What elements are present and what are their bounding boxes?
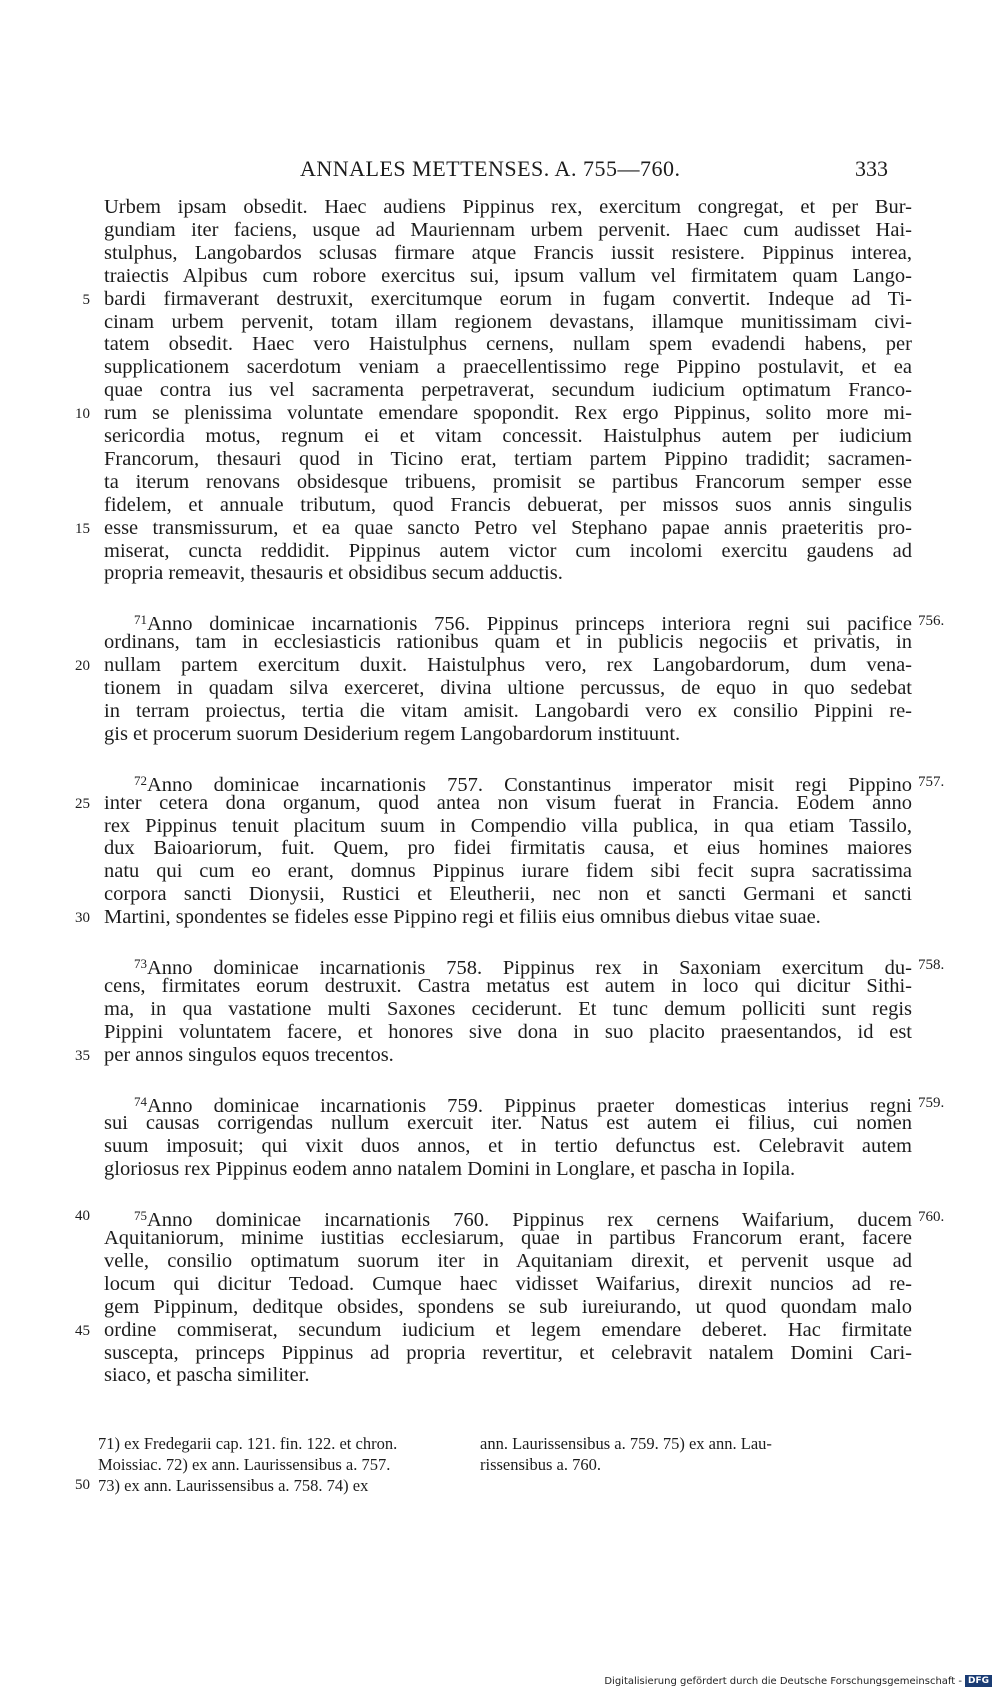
body-line bbox=[104, 1135, 912, 1158]
body-line bbox=[104, 242, 912, 265]
line-text: quae contra ius vel sacramenta perpetraverat, secundum iudicium optimatum Franco- bbox=[104, 379, 912, 402]
line-text: gundiam iter faciens, usque ad Mauriennam urbem pervenit. Haec cum audisset Hai- bbox=[104, 218, 912, 241]
body-line bbox=[104, 975, 912, 998]
line-text: tatem obsedit. Haec vero Haistulphus cernens, nullam spem evadendi habens, per bbox=[104, 333, 912, 356]
line-text: velle, consilio optimatum suorum iter in Aquitaniam direxit, et pervenit usque ad bbox=[104, 1249, 912, 1272]
footnote-marker: 71 bbox=[134, 612, 147, 628]
line-number: 45 bbox=[75, 1322, 90, 1339]
body-line bbox=[104, 700, 912, 723]
line-text: in terram proiectus, tertia die vitam amisit. Langobardi vero ex consilio Pippini re- bbox=[104, 699, 912, 722]
line-text: rum se plenissima voluntate emendare spopondit. Rex ergo Pippinus, solito more mi- bbox=[104, 402, 912, 425]
body-line bbox=[104, 1342, 912, 1365]
body-line bbox=[104, 196, 912, 219]
line-text: Aquitaniorum, minime iustitias ecclesiarum, quae in partibus Francorum erant, facere bbox=[104, 1227, 912, 1249]
line-text: Pippini voluntatem facere, et honores sive dona in suo placito praesentandos, id est bbox=[104, 1020, 912, 1043]
line-text: sui causas corrigendas nullum exercuit iter. Natus est autem ei filius, cui nomen bbox=[104, 1112, 912, 1135]
body-line bbox=[104, 1021, 912, 1044]
line-text: propria remeavit, thesauris et obsidibus secum adductis. bbox=[104, 562, 563, 585]
line-number: 20 bbox=[75, 658, 90, 675]
line-text: miserat, cuncta reddidit. Pippinus autem victor cum incolomi exercitu gaudens ad bbox=[104, 539, 912, 562]
dfg-logo: DFG bbox=[965, 1675, 992, 1687]
line-text: nullam partem exercitum duxit. Haistulphus vero, rex Langobardorum, dum vena- bbox=[104, 654, 912, 677]
footnote-line: rissensibus a. 760. bbox=[480, 1455, 601, 1474]
line-number: 30 bbox=[75, 910, 90, 927]
footnote-marker: 75 bbox=[134, 1208, 147, 1224]
body-line bbox=[104, 677, 912, 700]
line-text: gem Pippinum, deditque obsides, spondens se sub iureiurando, ut quod quondam malo bbox=[104, 1295, 912, 1318]
body-line bbox=[104, 860, 912, 883]
body-line bbox=[104, 792, 912, 815]
line-text: siaco, et pascha similiter. bbox=[104, 1364, 310, 1387]
line-text: traiectis Alpibus cum robore exercitus sui, ipsum vallum vel firmitatem quam Lango- bbox=[104, 264, 912, 287]
footnote-marker: 74 bbox=[134, 1093, 147, 1109]
line-text: corpora sancti Dionysii, Rustici et Eleutherii, nec non et sancti Germani et sancti bbox=[104, 883, 912, 906]
body-line bbox=[104, 517, 912, 540]
body-line bbox=[104, 1364, 912, 1387]
line-number: 40 bbox=[75, 1208, 90, 1225]
line-text: ma, in qua vastatione multi Saxones ceciderunt. Et tunc demum polliciti sunt regis bbox=[104, 997, 912, 1020]
body-line bbox=[104, 654, 912, 677]
line-text: esse transmissurum, et ea quae sancto Petro vel Stephano papae annis praeteritis pro- bbox=[104, 516, 912, 539]
line-text: locum qui dicitur Tedoad. Cumque haec vidisset Waifarius, direxit nuncios ad re- bbox=[104, 1272, 912, 1295]
line-text: Anno dominicae incarnationis 758. Pippinus rex in Saxoniam exercitum du- bbox=[147, 957, 912, 979]
line-text: bardi firmaverant destruxit, exercitumque eorum in fugam convertit. Indeque ad Ti- bbox=[104, 287, 912, 310]
body-line bbox=[104, 1158, 912, 1181]
line-text: sericordia motus, regnum ei et vitam concessit. Haistulphus autem per iudicium bbox=[104, 425, 912, 447]
line-text: Anno dominicae incarnationis 757. Constantinus imperator misit regi Pippino bbox=[147, 773, 912, 796]
footer bbox=[604, 1675, 992, 1687]
footnote-marker: 73 bbox=[134, 956, 147, 971]
line-text: natu qui cum eo erant, domnus Pippinus iurare fidem sibi fecit supra sacratissima bbox=[104, 860, 912, 883]
line-text: per annos singulos equos trecentos. bbox=[104, 1043, 394, 1066]
body-line bbox=[104, 631, 912, 654]
line-text: ordine commiserat, secundum iudicium et legem emendare deberet. Hac firmitate bbox=[104, 1318, 912, 1341]
body-line bbox=[104, 471, 912, 494]
line-text: cens, firmitates eorum destruxit. Castra metatus est autem in loco qui dicitur Sithi- bbox=[104, 974, 912, 997]
line-text: inter cetera dona organum, quod antea non visum fuerat in Francia. Eodem anno bbox=[104, 791, 912, 814]
footnote-line: ann. Laurissensibus a. 759. 75) ex ann. Lau- bbox=[480, 1434, 772, 1453]
body-line bbox=[104, 540, 912, 563]
line-text: supplicationem sacerdotum veniam a praecellentissimo rege Pippino postulavit, et ea bbox=[104, 356, 912, 379]
footnote-marker: 72 bbox=[134, 772, 147, 788]
line-text: Anno dominicae incarnationis 759. Pippinus praeter domesticas interius regni bbox=[147, 1094, 912, 1117]
line-text: fidelem, et annuale tributum, quod Francis debuerat, per missos suos annis singulis bbox=[104, 493, 912, 516]
body-line bbox=[104, 837, 912, 860]
line-text: suscepta, princeps Pippinus ad propria revertitur, et celebravit natalem Domini Cari- bbox=[104, 1341, 912, 1364]
body-line bbox=[104, 906, 912, 929]
line-text: stulphus, Langobardos sclusas firmare atque Francis iussit resistere. Pippinus interea, bbox=[104, 241, 912, 264]
body-line bbox=[104, 219, 912, 242]
body-line bbox=[104, 998, 912, 1021]
body-line bbox=[104, 723, 912, 746]
line-text: dux Baioariorum, fuit. Quem, pro fidei firmitatis causa, et eius homines maiores bbox=[104, 837, 912, 860]
body-line bbox=[104, 379, 912, 402]
body-line bbox=[104, 333, 912, 356]
line-text: Francorum, thesauri quod in Ticino erat, tertiam partem Pippino tradidit; sacramen- bbox=[104, 447, 912, 470]
body-line bbox=[104, 402, 912, 425]
body-line bbox=[104, 356, 912, 379]
margin-year: 760. bbox=[918, 1209, 945, 1226]
line-text: cinam urbem pervenit, totam illam regionem devastans, illamque munitissimam civi- bbox=[104, 310, 912, 333]
margin-year: 758. bbox=[918, 957, 945, 973]
running-title: ANNALES METTENSES. A. 755—760. bbox=[300, 156, 681, 181]
page-number: 333 bbox=[855, 156, 888, 181]
line-text: gloriosus rex Pippinus eodem anno natalem Domini in Longlare, et pascha in Iopila. bbox=[104, 1158, 796, 1181]
line-number: 5 bbox=[82, 291, 90, 308]
line-text: suum imposuit; qui vixit duos annos, et in tertio defunctus est. Celebravit autem bbox=[104, 1135, 912, 1158]
body-line bbox=[104, 494, 912, 517]
line-text: Anno dominicae incarnationis 760. Pippinus rex cernens Waifarium, ducem bbox=[147, 1209, 912, 1232]
body-line bbox=[104, 883, 912, 906]
body-line bbox=[104, 562, 912, 585]
line-text: ordinans, tam in ecclesiasticis rationibus quam et in publicis negociis et privatis, in bbox=[104, 631, 912, 654]
body-line bbox=[104, 1273, 912, 1296]
line-number: 10 bbox=[75, 406, 90, 423]
body-line bbox=[104, 425, 912, 448]
body-line bbox=[104, 1250, 912, 1273]
line-number: 35 bbox=[75, 1047, 90, 1064]
line-text: Anno dominicae incarnationis 756. Pippinus princeps interiora regni sui pacifice bbox=[147, 613, 912, 636]
margin-year: 756. bbox=[918, 613, 945, 630]
body-line bbox=[104, 311, 912, 334]
body-line bbox=[104, 815, 912, 838]
body-line bbox=[104, 265, 912, 288]
body-line bbox=[104, 1319, 912, 1342]
body-line bbox=[104, 288, 912, 311]
line-text: Martini, spondentes se fideles esse Pippino regi et filiis eius omnibus diebus vitae suae. bbox=[104, 906, 821, 929]
footnote-line: 73) ex ann. Laurissensibus a. 758. 74) ex bbox=[98, 1476, 369, 1495]
body-line bbox=[104, 1227, 912, 1250]
margin-year: 759. bbox=[918, 1094, 945, 1111]
body-line bbox=[104, 1044, 912, 1067]
line-number: 25 bbox=[75, 795, 90, 812]
page-header bbox=[0, 156, 1000, 196]
line-text: rex Pippinus tenuit placitum suum in Compendio villa publica, in qua etiam Tassilo, bbox=[104, 814, 912, 837]
funding-notice: Digitalisierung gefördert durch die Deutsche Forschungsgemeinschaft - bbox=[604, 1675, 962, 1687]
line-number: 50 bbox=[75, 1477, 90, 1493]
line-text: ta iterum renovans obsidesque tribuens, promisit se partibus Francorum semper esse bbox=[104, 470, 912, 493]
footnote-line: 71) ex Fredegarii cap. 121. fin. 122. et chron. bbox=[98, 1434, 398, 1453]
line-text: gis et procerum suorum Desiderium regem Langobardorum instituunt. bbox=[104, 722, 681, 745]
body-line bbox=[104, 448, 912, 471]
margin-year: 757. bbox=[918, 773, 945, 790]
body-line bbox=[104, 1112, 912, 1135]
line-number: 15 bbox=[75, 520, 90, 537]
body-line bbox=[104, 1296, 912, 1319]
line-text: tionem in quadam silva exerceret, divina ultione percussus, de equo in quo sedebat bbox=[104, 677, 912, 699]
line-text: Urbem ipsam obsedit. Haec audiens Pippinus rex, exercitum congregat, et per Bur- bbox=[104, 196, 912, 218]
footnote-line: Moissiac. 72) ex ann. Laurissensibus a. 757. bbox=[98, 1455, 391, 1474]
